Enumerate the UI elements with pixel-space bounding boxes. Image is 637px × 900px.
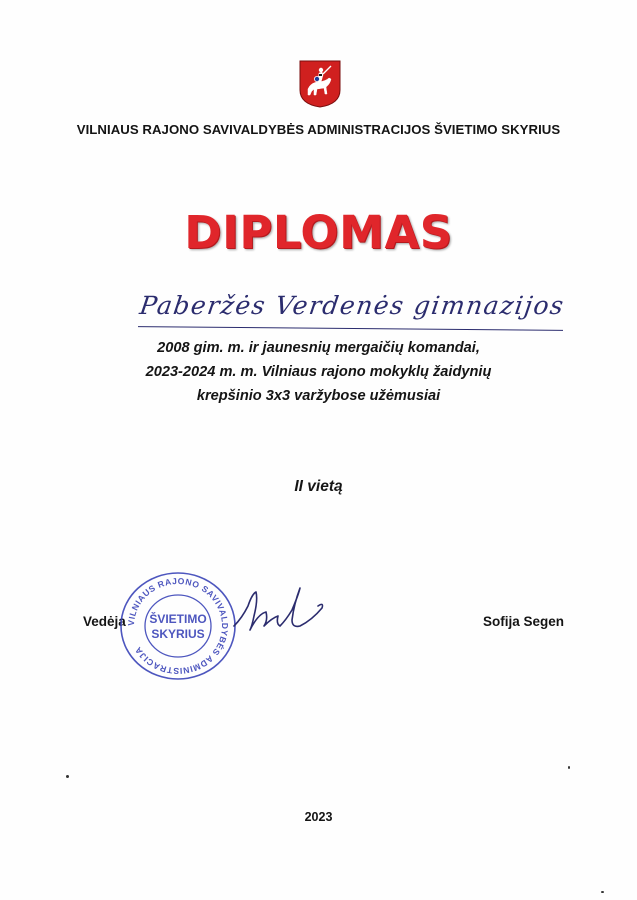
recipient-name: Paberžės Verdenės gimnazijos: [137, 291, 567, 320]
stamp-ring-text: VILNIAUS RAJONO SAVIVALDYBĖS ADMINISTRACIJA: [125, 575, 231, 677]
scan-speck: [568, 766, 570, 769]
signatory-name: Sofija Segen: [483, 614, 565, 629]
description-line-2: 2023-2024 m. m. Vilniaus rajono mokyklų žaidynių: [145, 364, 492, 380]
recipient-underline: [138, 326, 563, 331]
handwritten-recipient: [138, 291, 568, 335]
diploma-title: DIPLOMAS: [184, 206, 453, 259]
official-stamp: [118, 571, 238, 681]
issue-year: 2023: [304, 810, 333, 824]
description-line-3: krepšinio 3x3 varžybose užėmusiai: [196, 388, 441, 404]
stamp-center-line-2: SKYRIUS: [151, 627, 205, 641]
scan-speck: [601, 891, 604, 893]
scan-speck: [66, 775, 69, 778]
stamp-center-line-1: ŠVIETIMO: [149, 612, 207, 626]
signature: [228, 580, 338, 640]
coat-of-arms-icon: [299, 60, 341, 108]
placement: II vietą: [294, 478, 343, 495]
signatory-role: Vedėja: [83, 614, 126, 629]
organization-header: VILNIAUS RAJONO SAVIVALDYBĖS ADMINISTRACIJOS ŠVIETIMO SKYRIUS: [76, 122, 561, 137]
award-description: [0, 336, 637, 408]
description-line-1: 2008 gim. m. ir jaunesnių mergaičių komandai,: [157, 340, 480, 356]
